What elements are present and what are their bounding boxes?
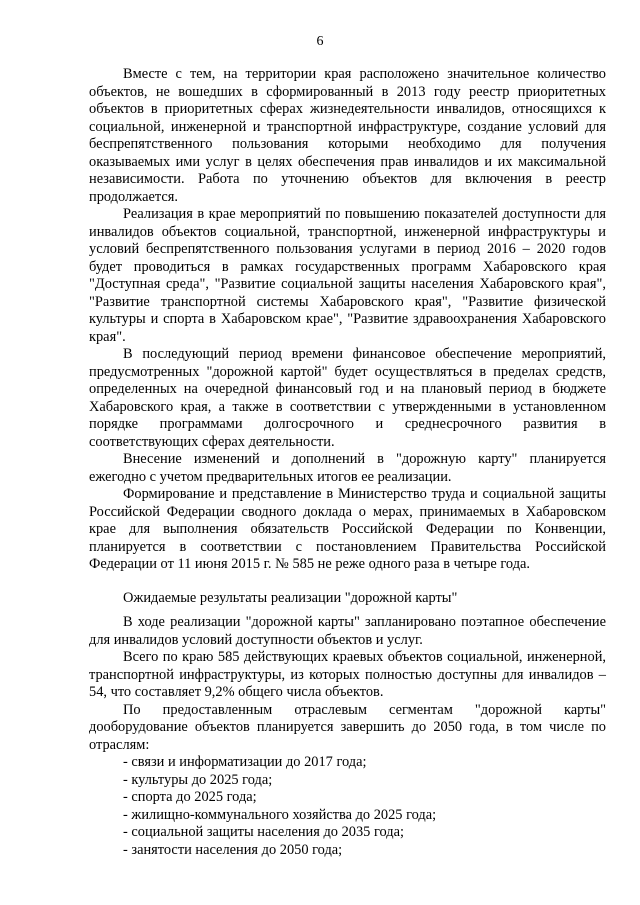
document-body [89,66,606,859]
list-item: - социальной защиты населения до 2035 года; [123,824,404,840]
page-number: 6 [316,34,324,49]
list-item: - спорта до 2025 года; [123,789,257,805]
paragraph-sector-completion: По предоставленным отраслевым сегментам "дорожной карты" дооборудование объектов планируется завершить до 2050 года, в том числе по отраслям: [89,701,606,753]
list-item: - культуры до 2025 года; [123,771,273,788]
paragraph-objects-not-in-registry: Вместе с тем, на территории края расположено значительное количество объектов, не вошедших в сформированный в 2013 году реестр приоритетных объектов в приоритетных сферах жизнедеятельности инвалидов, относящихся к социальной, инженерной и транспортной инфраструктуре, создание условий для беспрепятственного пользования которыми необходимо для получения оказываемых ими услуг в целях обеспечения прав инвалидов и их максимальной независимости. Работа по уточнению объектов для включения в реестр продолжается. [89,66,606,205]
paragraph-state-programs: Реализация в крае мероприятий по повышению показателей доступности для инвалидов объектов социальной, транспортной, инженерной инфраструктуры и условий беспрепятственного пользования услугами в период 2016 – 2020 годов будет проводиться в рамках государственных программ Хабаровского края "Доступная среда", "Развитие социальной защиты населения Хабаровского края", "Развитие транспортной системы Хабаровского края", "Развитие физической культуры и спорта в Хабаровском крае", "Развитие здравоохранения Хабаровского края". [89,206,606,345]
list-item: - жилищно-коммунального хозяйства до 2025 года; [123,806,437,823]
sector-list [89,754,606,859]
list-item: - связи и информатизации до 2017 года; [123,754,367,770]
paragraph-amendments: Внесение изменений и дополнений в "дорожную карту" планируется ежегодно с учетом предварительных итогов ее реализации. [89,451,606,485]
paragraph-report: Формирование и представление в Министерство труда и социальной защиты Российской Федерации сводного доклада о мерах, принимаемых в Хабаровском крае для выполнения обязательств Российской Федерации по Конвенции, планируется в соответствии с постановлением Правительства Российской Федерации от 11 июня 2015 г. № 585 не реже одного раза в четыре года. [89,486,606,572]
paragraph-total-objects: Всего по краю 585 действующих краевых объектов социальной, инженерной, транспортной инфраструктуры, из которых полностью доступны для инвалидов – 54, что составляет 9,2% общего числа объектов. [89,649,606,700]
section-heading: Ожидаемые результаты реализации "дорожной карты" [123,589,458,606]
paragraph-financing: В последующий период времени финансовое обеспечение мероприятий, предусмотренных "дорожной картой" будет осуществляться в пределах средств, определенных на очередной финансовый год и на плановый период в бюджете Хабаровского края, а также в соответствии с утвержденными в установленном порядке программами долгосрочного и среднесрочного развития в соответствующих сферах деятельности. [89,346,606,450]
paragraph-phased-provision: В ходе реализации "дорожной карты" запланировано поэтапное обеспечение для инвалидов условий доступности объектов и услуг. [89,614,606,648]
list-item: - занятости населения до 2050 года; [123,841,343,858]
